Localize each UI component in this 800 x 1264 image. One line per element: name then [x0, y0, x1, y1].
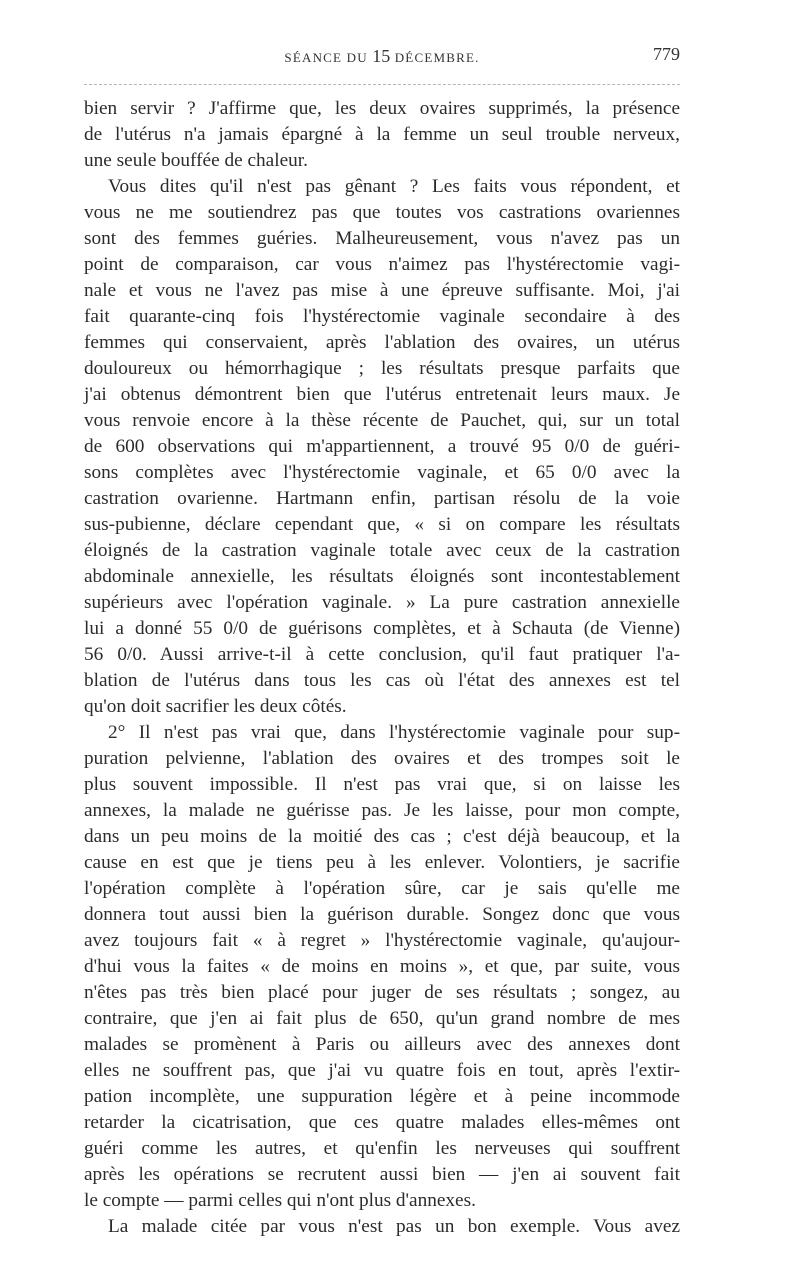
running-head-post: DÉCEMBRE. [390, 50, 480, 65]
text-line: qu'on doit sacrifier les deux côtés. [84, 696, 347, 717]
text-line: castration ovarienne. Hartmann enfin, partisan résolu de la voie [84, 488, 680, 509]
text-line: plus souvent impossible. Il n'est pas vrai que, si on laisse les [84, 774, 680, 795]
text-line: n'êtes pas très bien placé pour juger de ses résultats ; songez, au [84, 982, 680, 1003]
text-line: vous ne me soutiendrez pas que toutes vos castrations ovariennes [84, 202, 680, 223]
page-header [84, 46, 680, 74]
text-line: malades se promènent à Paris ou ailleurs avec des annexes dont [84, 1034, 680, 1055]
text-line: retarder la cicatrisation, que ces quatre malades elles-mêmes ont [84, 1112, 680, 1133]
text-line: éloignés de la castration vaginale totale avec ceux de la castration [84, 540, 680, 561]
text-line: après les opérations se recrutent aussi bien — j'en ai souvent fait [84, 1164, 680, 1185]
text-line: Vous dites qu'il n'est pas gênant ? Les faits vous répondent, et [108, 176, 680, 197]
text-line: sont des femmes guéries. Malheureusement, vous n'avez pas un [84, 228, 680, 249]
text-line: 2° Il n'est pas vrai que, dans l'hystérectomie vaginale pour sup- [108, 722, 680, 743]
text-line: supérieurs avec l'opération vaginale. » La pure castration annexielle [84, 592, 680, 613]
text-line: blation de l'utérus dans tous les cas où l'état des annexes est tel [84, 670, 680, 691]
text-line: douloureux ou hémorrhagique ; les résultats presque parfaits que [84, 358, 680, 379]
text-line: point de comparaison, car vous n'aimez pas l'hystérectomie vagi- [84, 254, 680, 275]
text-line: de l'utérus n'a jamais épargné à la femme un seul trouble nerveux, [84, 124, 680, 145]
text-line: donnera tout aussi bien la guérison durable. Songez donc que vous [84, 904, 680, 925]
page-number: 779 [653, 44, 680, 64]
running-head-date-number: 15 [372, 46, 391, 66]
text-line: vous renvoie encore à la thèse récente de Pauchet, qui, sur un total [84, 410, 680, 431]
text-line: lui a donné 55 0/0 de guérisons complètes, et à Schauta (de Vienne) [84, 618, 680, 639]
text-line: sus-pubienne, déclare cependant que, « si on compare les résultats [84, 514, 680, 535]
text-line: femmes qui conservaient, après l'ablation des ovaires, un utérus [84, 332, 680, 353]
text-line: d'hui vous la faites « de moins en moins », et que, par suite, vous [84, 956, 680, 977]
text-line: de 600 observations qui m'appartiennent, a trouvé 95 0/0 de guéri- [84, 436, 680, 457]
text-line: 56 0/0. Aussi arrive-t-il à cette conclusion, qu'il faut pratiquer l'a- [84, 644, 680, 665]
text-line: elles ne souffrent pas, que j'ai vu quatre fois en tout, après l'extir- [84, 1060, 680, 1081]
text-line: contraire, que j'en ai fait plus de 650, qu'un grand nombre de mes [84, 1008, 680, 1029]
text-line: pation incomplète, une suppuration légère et à peine incommode [84, 1086, 680, 1107]
running-head [84, 46, 680, 67]
text-line: bien servir ? J'affirme que, les deux ovaires supprimés, la présence [84, 98, 680, 119]
text-line: une seule bouffée de chaleur. [84, 150, 308, 171]
text-line: avez toujours fait « à regret » l'hystérectomie vaginale, qu'aujour- [84, 930, 680, 951]
text-line: abdominale annexielle, les résultats éloignés sont incontestablement [84, 566, 680, 587]
text-line: dans un peu moins de la moitié des cas ; c'est déjà beaucoup, et la [84, 826, 680, 847]
text-line: fait quarante-cinq fois l'hystérectomie vaginale secondaire à des [84, 306, 680, 327]
text-line: j'ai obtenus démontrent bien que l'utérus entretenait leurs maux. Je [84, 384, 680, 405]
running-head-pre: SÉANCE DU [284, 50, 373, 65]
text-line: La malade citée par vous n'est pas un bon exemple. Vous avez [108, 1216, 680, 1237]
text-line: puration pelvienne, l'ablation des ovaires et des trompes soit le [84, 748, 680, 769]
text-line: annexes, la malade ne guérisse pas. Je les laisse, pour mon compte, [84, 800, 680, 821]
text-line: le compte — parmi celles qui n'ont plus d'annexes. [84, 1190, 476, 1211]
text-line: nale et vous ne l'avez pas mise à une épreuve suffisante. Moi, j'ai [84, 280, 680, 301]
text-line: l'opération complète à l'opération sûre, car je sais qu'elle me [84, 878, 680, 899]
header-rule [84, 84, 680, 85]
text-line: sons complètes avec l'hystérectomie vaginale, et 65 0/0 avec la [84, 462, 680, 483]
text-line: guéri comme les autres, et qu'enfin les nerveuses qui souffrent [84, 1138, 680, 1159]
body-text [84, 96, 680, 1240]
text-line: cause en est que je tiens peu à les enlever. Volontiers, je sacrifie [84, 852, 680, 873]
